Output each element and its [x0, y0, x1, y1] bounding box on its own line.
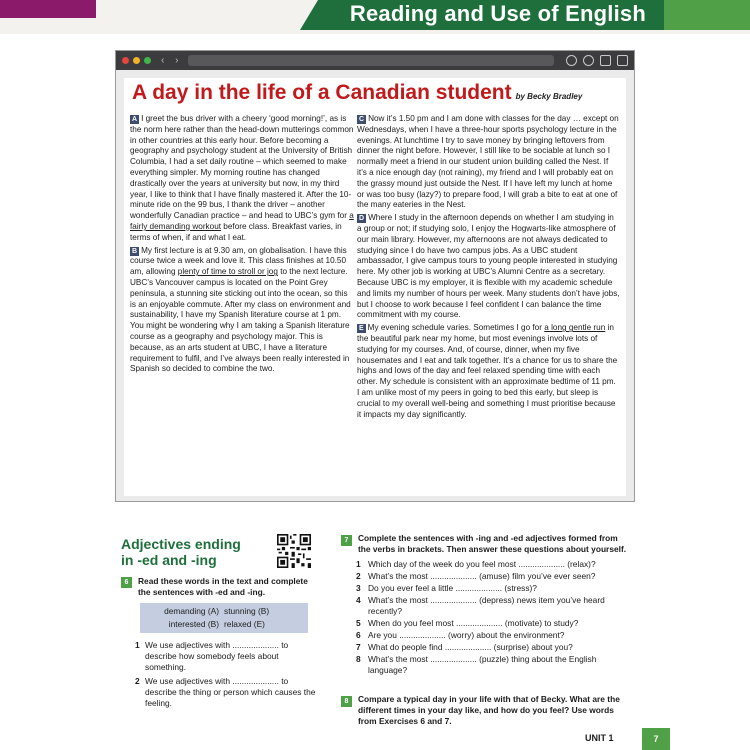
- browser-toolbar: [116, 51, 634, 70]
- word-item: stunning (B): [224, 606, 270, 616]
- item-number: 2: [135, 676, 140, 686]
- section-header-title: Reading and Use of English: [349, 1, 646, 26]
- item-text: When do you feel most .................... (motivate) to study?: [368, 618, 579, 628]
- reload-icon: [566, 55, 577, 66]
- paragraph-text: Where I study in the afternoon depends on whether I am studying in a group or not; if studying solo, I enjoy the Hogwarts-like atmosphere of our main library. However, my afternoons are not always dedicated to studying since I do have two campus jobs. As a UBC student ambassador, I give campus tours to young people interested in studying here. My other job is working at UBC’s Alumni Centre as a secretary. Because UBC is my employer, it is flexible with my academic schedule and limits my number of hours per week. Many students don’t have jobs, but I choose to work because I feel confident I can balance the time commitment with my course.: [357, 213, 620, 320]
- paragraph-c: [357, 114, 620, 211]
- exercise-instruction-text: Complete the sentences with -ing and -ed adjectives formed from the verbs in brackets. Then answer these questions about yourself.: [358, 533, 627, 554]
- tabs-icon: [617, 55, 628, 66]
- paragraph-letter-b: B: [132, 247, 138, 255]
- article-column-left: [130, 114, 355, 377]
- minimize-dot-icon: [133, 57, 140, 64]
- browser-window: [115, 50, 635, 502]
- exercise-8: [341, 694, 631, 727]
- word-box: [140, 603, 308, 633]
- address-bar: [188, 55, 554, 66]
- exercise-6-items: [135, 640, 320, 712]
- maximize-dot-icon: [144, 57, 151, 64]
- paragraph-text: My evening schedule varies. Sometimes I go for: [367, 323, 545, 333]
- paragraph-letter-a: A: [132, 116, 138, 123]
- exercise-number-badge: 6: [121, 577, 132, 588]
- paragraph-e: [357, 323, 620, 420]
- underlined-phrase: plenty of time to stroll or jog: [177, 267, 278, 277]
- paragraph-letter-e: E: [359, 325, 364, 333]
- article-heading: [132, 81, 582, 105]
- back-forward-arrows-icon: ‹ ›: [161, 55, 183, 66]
- article-title: A day in the life of a Canadian student: [132, 81, 512, 104]
- paragraph-text: before class. Breakfast varies, in terms of when, if and what I eat.: [130, 221, 342, 242]
- word-item: relaxed (E): [224, 619, 265, 629]
- item-text: Which day of the week do you feel most .................... (relax)?: [368, 559, 596, 569]
- exercise-item: [356, 595, 631, 617]
- unit-label: UNIT 1: [585, 733, 614, 743]
- item-text: Are you .................... (worry) about the environment?: [368, 630, 565, 640]
- download-icon: [583, 55, 594, 66]
- exercise-item: [356, 642, 631, 653]
- paragraph-letter-d: D: [359, 215, 365, 223]
- exercise-7-items: [356, 559, 631, 676]
- exercise-item: [356, 630, 631, 641]
- exercise-7: [341, 533, 631, 677]
- section-title-line-1: Adjectives ending: [121, 536, 241, 552]
- article-byline: by Becky Bradley: [515, 92, 583, 101]
- purple-corner-decoration: [0, 0, 96, 18]
- item-number: 6: [356, 630, 361, 640]
- underlined-phrase: a long gentle run: [544, 323, 606, 333]
- exercise-instruction-text: Read these words in the text and complete the sentences with -ed and -ing.: [138, 576, 308, 597]
- item-number: 7: [356, 642, 361, 652]
- item-number: 3: [356, 583, 361, 593]
- item-text: What’s the most .................... (depress) news item you’ve heard recently?: [368, 595, 605, 616]
- exercise-item: [356, 654, 631, 676]
- word-item: demanding (A): [164, 606, 219, 616]
- paragraph-letter-c: C: [359, 116, 365, 123]
- paragraph-text: Now it’s 1.50 pm and I am done with classes for the day … except on Wednesdays, when I have a three-hour sports psychology lecture in the evenings. At lunchtime I try to save money by bringing leftovers from dinner the night before. However, I still like to be sociable at lunch so I normally meet a friend in our student union building called the Nest. If it’s a nice enough day (not raining), my friend and I will probably eat on the grassy mound just outside the Nest. If I have left my lunch at home or was too busy (lazy?) to prepare food, I will grab a bite to eat at one of the many eateries in the Nest.: [357, 114, 619, 210]
- page-number: 7: [642, 728, 670, 750]
- item-text: What’s the most .................... (puzzle) thing about the English language?: [368, 654, 597, 675]
- item-number: 5: [356, 618, 361, 628]
- item-text: We use adjectives with .................... to describe how somebody feels about something.: [145, 640, 289, 672]
- paragraph-text: to the next lecture. UBC’s Vancouver campus is located on the Point Grey peninsula, a stunning site sticking out into the ocean, so this is an enjoyable commute. After my class on environment and sustainability, I have my Spanish literature course at 1 pm. You might be wondering why I am taking a Spanish literature course as a geography and psychology major. This is because, as an arts student at UBC, I have a literature requirement to fulfil, and I’ve always been really interested in Spanish so decided to combine the two.: [130, 267, 351, 374]
- exercise-item: [135, 640, 320, 673]
- close-dot-icon: [122, 57, 129, 64]
- item-text: We use adjectives with .................... to describe the thing or person which causes the feeling.: [145, 676, 316, 708]
- item-text: What do people find .................... (surprise) about you?: [368, 642, 573, 652]
- exercise-item: [135, 676, 320, 709]
- word-item: interested (B): [168, 619, 219, 629]
- header-tab-decoration: [664, 0, 750, 30]
- exercise-item: [356, 559, 631, 570]
- exercise-item: [356, 618, 631, 629]
- exercise-item: [356, 571, 631, 582]
- item-number: 8: [356, 654, 361, 664]
- section-title-line-2: in -ed and -ing: [121, 552, 217, 568]
- exercise-number-badge: 7: [341, 535, 352, 546]
- item-number: 1: [135, 640, 140, 650]
- item-text: Do you ever feel a little .................... (stress)?: [368, 583, 537, 593]
- article-column-right: [357, 114, 620, 422]
- exercise-6-instruction: [121, 576, 321, 598]
- exercise-item: [356, 583, 631, 594]
- article-content: [124, 78, 626, 496]
- paragraph-text: My first lecture is at 9.30 am, on globalisation. I have this course twice a week and love it. This class finishes at 10.50 am, allowing: [130, 245, 347, 277]
- underlined-phrase: a fairly demanding workout: [130, 211, 354, 231]
- exercise-number-badge: 8: [341, 696, 352, 707]
- item-number: 1: [356, 559, 361, 569]
- item-number: 2: [356, 571, 361, 581]
- paragraph-d: [357, 213, 620, 321]
- exercise-instruction-text: Compare a typical day in your life with that of Becky. What are the different times in your day like, and how do you feel? Use words from Exercises 6 and 7.: [358, 694, 620, 726]
- grammar-section-title: [121, 536, 241, 568]
- qr-code-icon: [277, 534, 311, 568]
- item-text: What’s the most .................... (amuse) film you’ve ever seen?: [368, 571, 596, 581]
- paragraph-a: [130, 114, 355, 244]
- share-icon: [600, 55, 611, 66]
- paragraph-b: [130, 246, 355, 376]
- item-number: 4: [356, 595, 361, 605]
- paragraph-text: I greet the bus driver with a cheery ‘good morning!’, as is the norm here rather than the head-down mutterings common in other countries at this early hour. Before becoming a geography and psychology student at the University of British Columbia, I had a set daily routine – which seemed to make everything simpler. My morning routine has changed drastically over the years at university but now, in my third year, I like to think that I have finally mastered it. After the 10-minute ride on the 99 bus, I thank the driver – another wonderfully Canadian practice – and head to UBC’s gym for: [130, 114, 354, 221]
- paragraph-text: in the beautiful park near my home, but most evenings involve lots of studying for my courses. And, of course, dinner, when my five housemates and I eat and talk together. It’s a chance for us to share the highs and lows of the day and feel relaxed spending time with each other. My schedule is consistent with an approximate bedtime of 11 pm. I am unlike most of my peers in going to bed this early, but sleep is crucial to my overall well-being and something I must prioritise because it impacts my day significantly.: [357, 323, 618, 419]
